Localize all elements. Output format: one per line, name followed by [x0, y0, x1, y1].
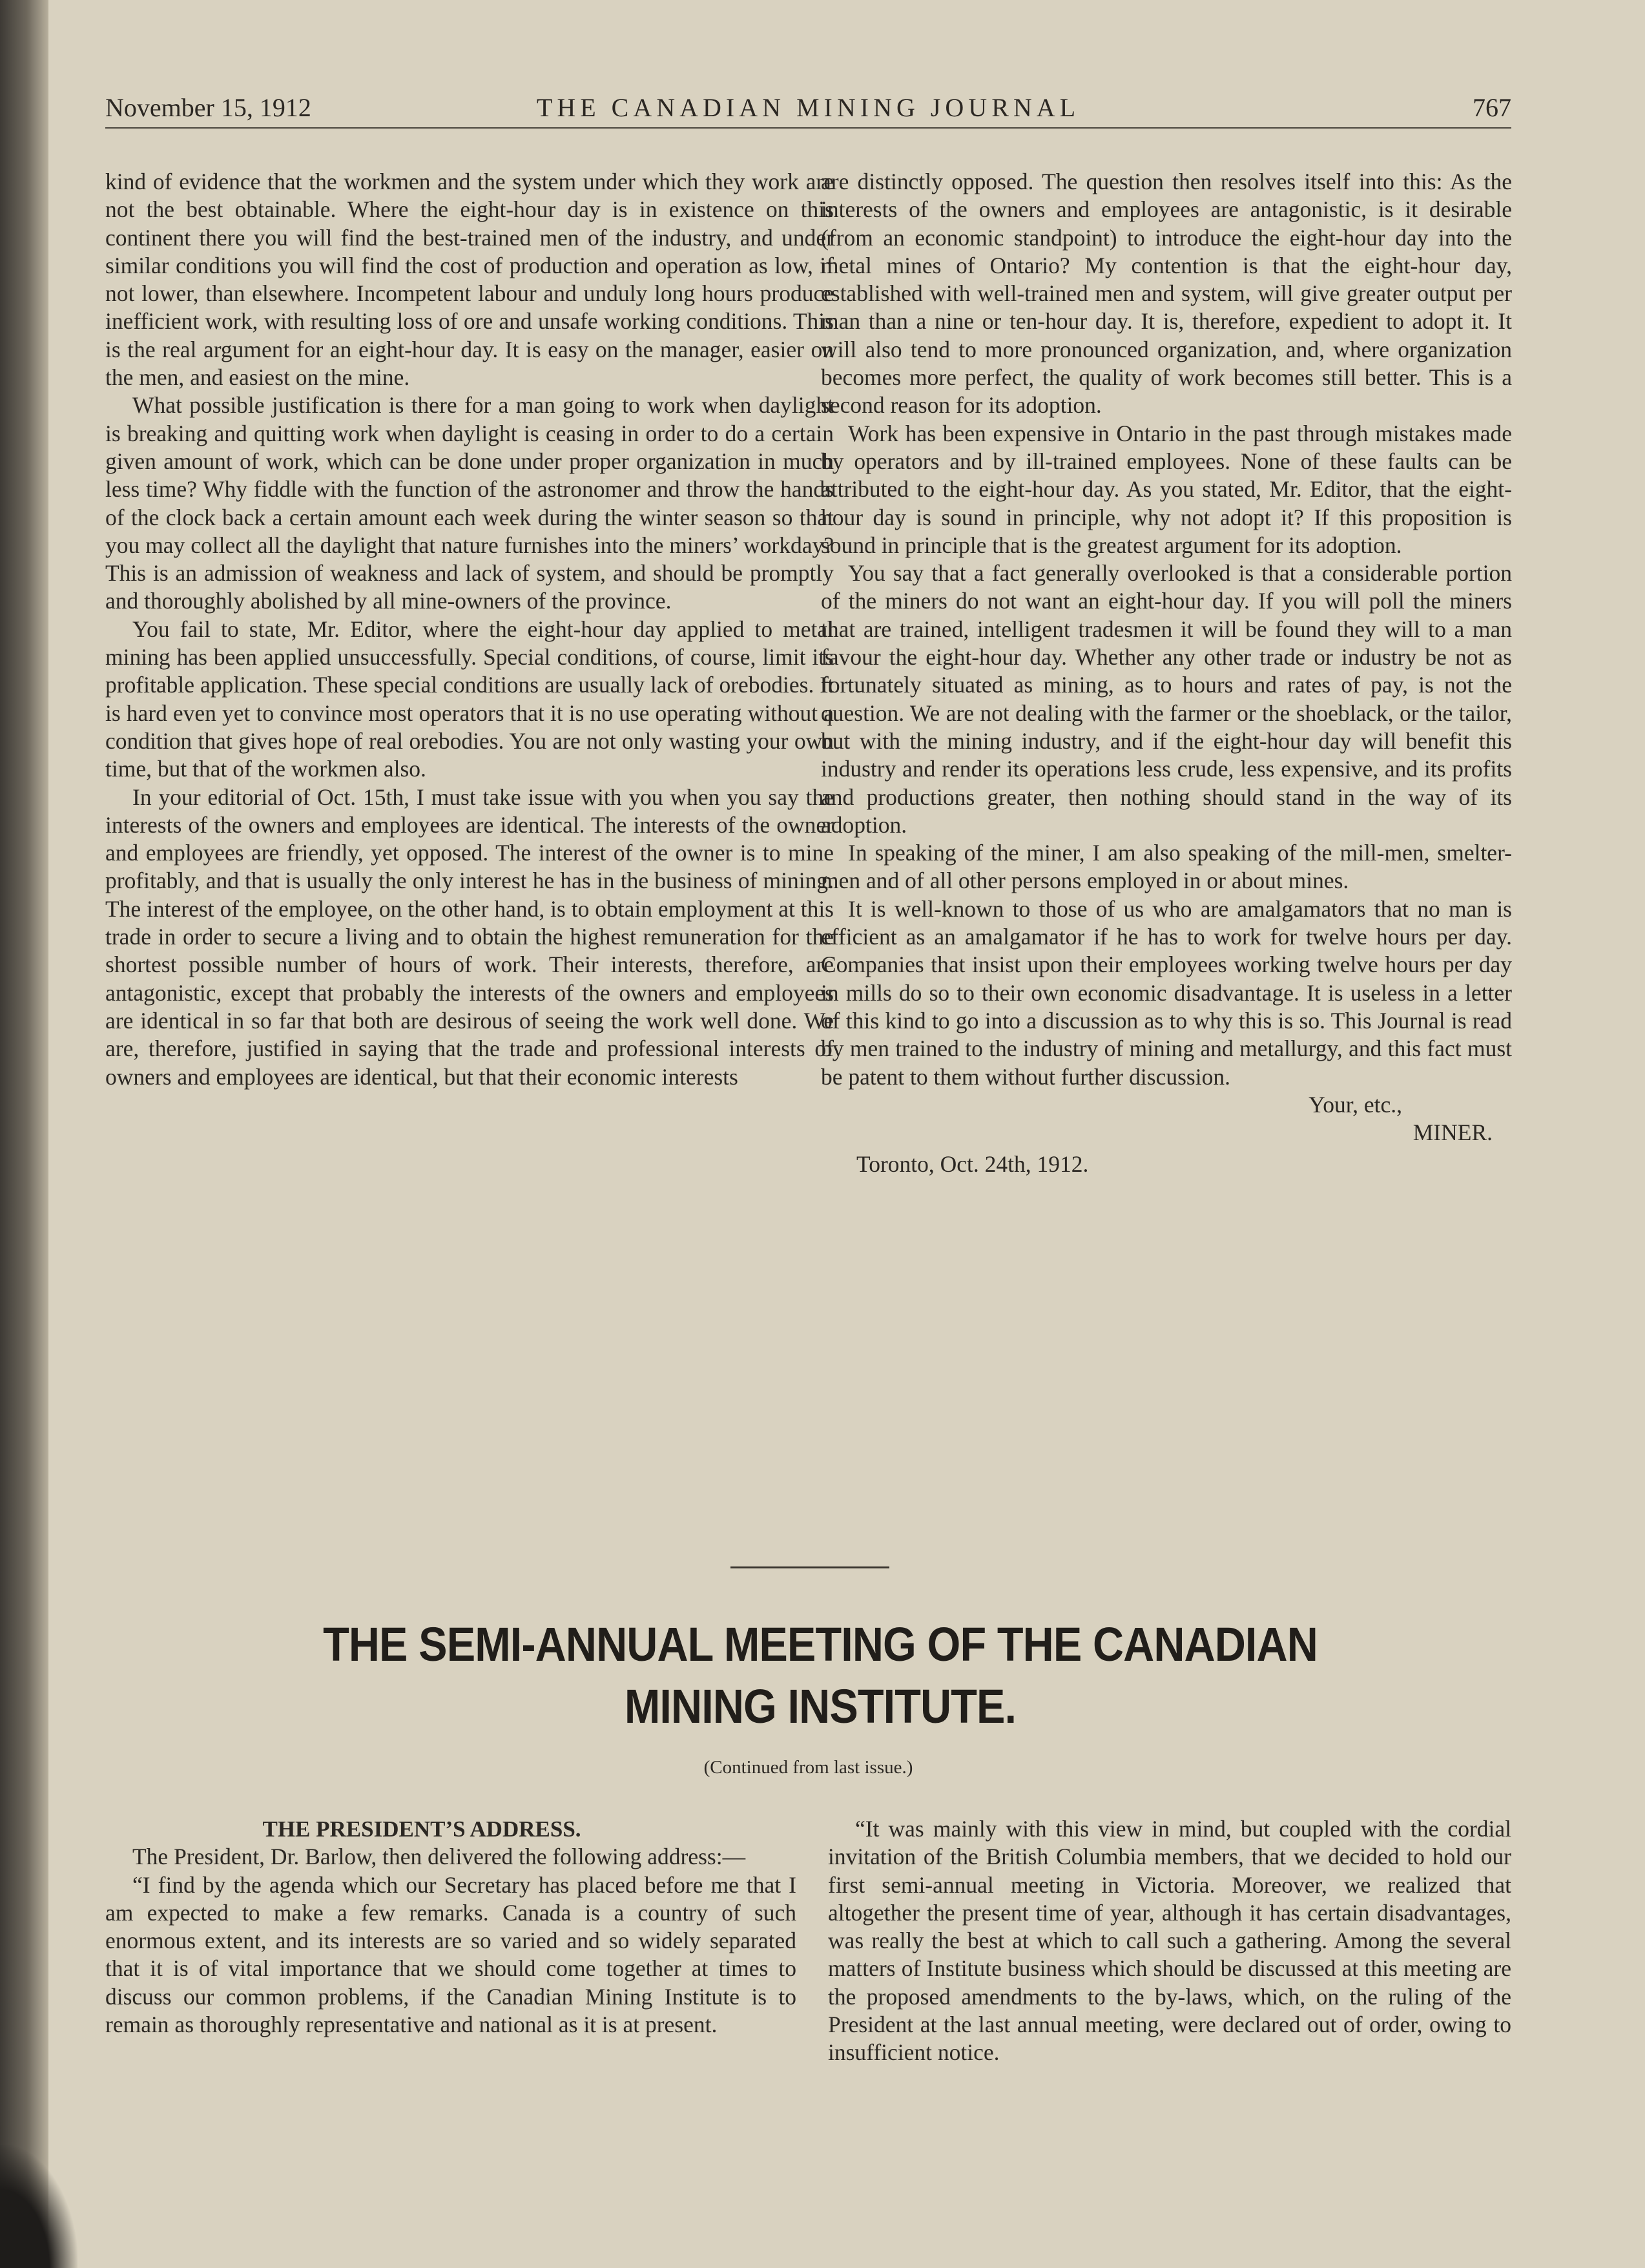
article-title-line: MINING INSTITUTE.: [624, 1680, 1017, 1733]
header-date: November 15, 1912: [105, 93, 311, 122]
paragraph: The President, Dr. Barlow, then delivered the following address:—: [132, 1844, 746, 1870]
article-column-right: [828, 1815, 1511, 2067]
paragraph: You fail to state, Mr. Editor, where the eight-hour day applied to metal mining has been applied unsuccessfully. Special conditions, of course, limit its profitable application. These special conditions are usually lack of orebodies. It is hard even yet to convince most operators that it is no use operating without a condition that gives hope of real orebodies. You are not only wasting your own time, but that of the workmen also.: [105, 616, 834, 782]
letter-place-date: Toronto, Oct. 24th, 1912.: [856, 1151, 1089, 1178]
paragraph: “I find by the agenda which our Secretary has placed before me that I am expected to make a few remarks. Canada is a country of such enormous extent, and its interests are so varied and so widely separated that it is of vital importance that we should come together at times to discuss our common problems, if the Canadian Mining Institute is to remain as thoroughly representative and national as it is at present.: [105, 1871, 796, 2038]
paragraph: In your editorial of Oct. 15th, I must take issue with you when you say the interests of the owners and employees are identical. The interests of the owner and employees are friendly, yet opposed. The interest of the owner is to mine profitably, and that is usually the only interest he has in the business of mining. The interest of the employee, on the other hand, is to obtain employment at this trade in order to secure a living and to obtain the highest remuneration for the shortest possible number of hours of work. Their interests, therefore, are antagonistic, except that probably the interests of the owners and employees are identical in so far that both are desirous of seeing the work well done. We are, therefore, justified in saying that the trade and professional interests of owners and employees are identical, but that their economic interests: [105, 784, 834, 1090]
journal-title: THE CANADIAN MINING JOURNAL: [536, 93, 1081, 122]
letter-closing: Your, etc.,: [1309, 1091, 1402, 1118]
paragraph: are distinctly opposed. The question then resolves itself into this: As the interests of the owners and employees are antagonistic, is it desirable (from an economic standpoint) to introduce the eight-hour day into the metal mines of Ontario? My contention is that the eight-hour day, established with well-trained men and system, will give greater output per man than a nine or ten-hour day. It is, therefore, expedient to adopt it. It will also tend to more pronounced organization, and, where organization becomes more perfect, the quality of work becomes still better. This is a second reason for its adoption.: [821, 169, 1512, 419]
letter-column-right: [821, 168, 1512, 1179]
paragraph: You say that a fact generally overlooked is that a considerable portion of the miners do not want an eight-hour day. If you will poll the miners that are trained, intelligent tradesmen it will be found they will to a man favour the eight-hour day. Whether any other trade or industry be not as fortunately situated as mining, as to hours and rates of pay, is not the question. We are not dealing with the farmer or the shoeblack, or the tailor, but with the mining industry, and if the eight-hour day will benefit this industry and render its operations less crude, less expensive, and its profits and productions greater, then nothing should stand in the way of its adoption.: [821, 560, 1512, 838]
paragraph: “It was mainly with this view in mind, but coupled with the cordial invitation of the British Columbia members, that we decided to hold our first semi-annual meeting in Victoria. Moreover, we realized that altogether the present time of year, although it has certain disadvantages, was really the best at which to call such a gathering. Among the several matters of Institute business which should be discussed at this meeting are the proposed amendments to the by-laws, which, on the ruling of the President at the last annual meeting, were declared out of order, owing to insufficient notice.: [828, 1816, 1511, 2066]
page-number: 767: [1473, 93, 1511, 122]
article-column-left: [105, 1815, 796, 2039]
section-divider: [730, 1566, 889, 1568]
page-corner-shadow: [0, 2145, 78, 2268]
paragraph: In speaking of the miner, I am also speaking of the mill-men, smelter-men and of all other persons employed in or about mines.: [821, 840, 1512, 894]
paragraph: It is well-known to those of us who are amalgamators that no man is efficient as an amalgamator if he has to work for twelve hours per day. Companies that insist upon their employees working twelve hours per day in mills do so to their own economic disadvantage. It is useless in a letter of this kind to go into a discussion as to why this is so. This Journal is read by men trained to the industry of mining and metallurgy, and this fact must be patent to them without further discussion.: [821, 895, 1512, 1090]
letter-signature: MINER.: [1412, 1119, 1493, 1146]
article-title: [210, 1614, 1431, 1738]
article-subtitle: (Continued from last issue.): [703, 1757, 913, 1778]
section-heading: THE PRESIDENT’S ADDRESS.: [262, 1816, 581, 1842]
paragraph: Work has been expensive in Ontario in the past through mistakes made by operators and by ill-trained employees. None of these faults can be attributed to the eight-hour day. As you stated, Mr. Editor, that the eight-hour day is sound in principle, why not adopt it? If this proposition is sound in principle that is the greatest argument for its adoption.: [821, 420, 1512, 558]
page-binding-shadow: [0, 0, 48, 2268]
article-title-line: THE SEMI-ANNUAL MEETING OF THE CANADIAN: [323, 1618, 1318, 1671]
paragraph: kind of evidence that the workmen and the system under which they work are not the best obtainable. Where the eight-hour day is in existence on this continent there you will find the best-trained men of the industry, and under similar conditions you will find the cost of production and operation as low, if not lower, than elsewhere. Incompetent labour and unduly long hours produce inefficient work, with resulting loss of ore and unsafe working conditions. This is the real argument for an eight-hour day. It is easy on the manager, easier on the men, and easiest on the mine.: [105, 169, 834, 391]
paragraph: What possible justification is there for a man going to work when daylight is breaking and quitting work when daylight is ceasing in order to do a certain given amount of work, which can be done under proper organization in much less time? Why fiddle with the function of the astronomer and throw the hands of the clock back a certain amount each week during the winter season so that you may collect all the daylight that nature furnishes into the miners’ workday? This is an admission of weakness and lack of system, and should be promptly and thoroughly abolished by all mine-owners of the province.: [105, 392, 834, 614]
running-header: [105, 92, 1511, 129]
letter-column-left: [105, 168, 834, 1091]
